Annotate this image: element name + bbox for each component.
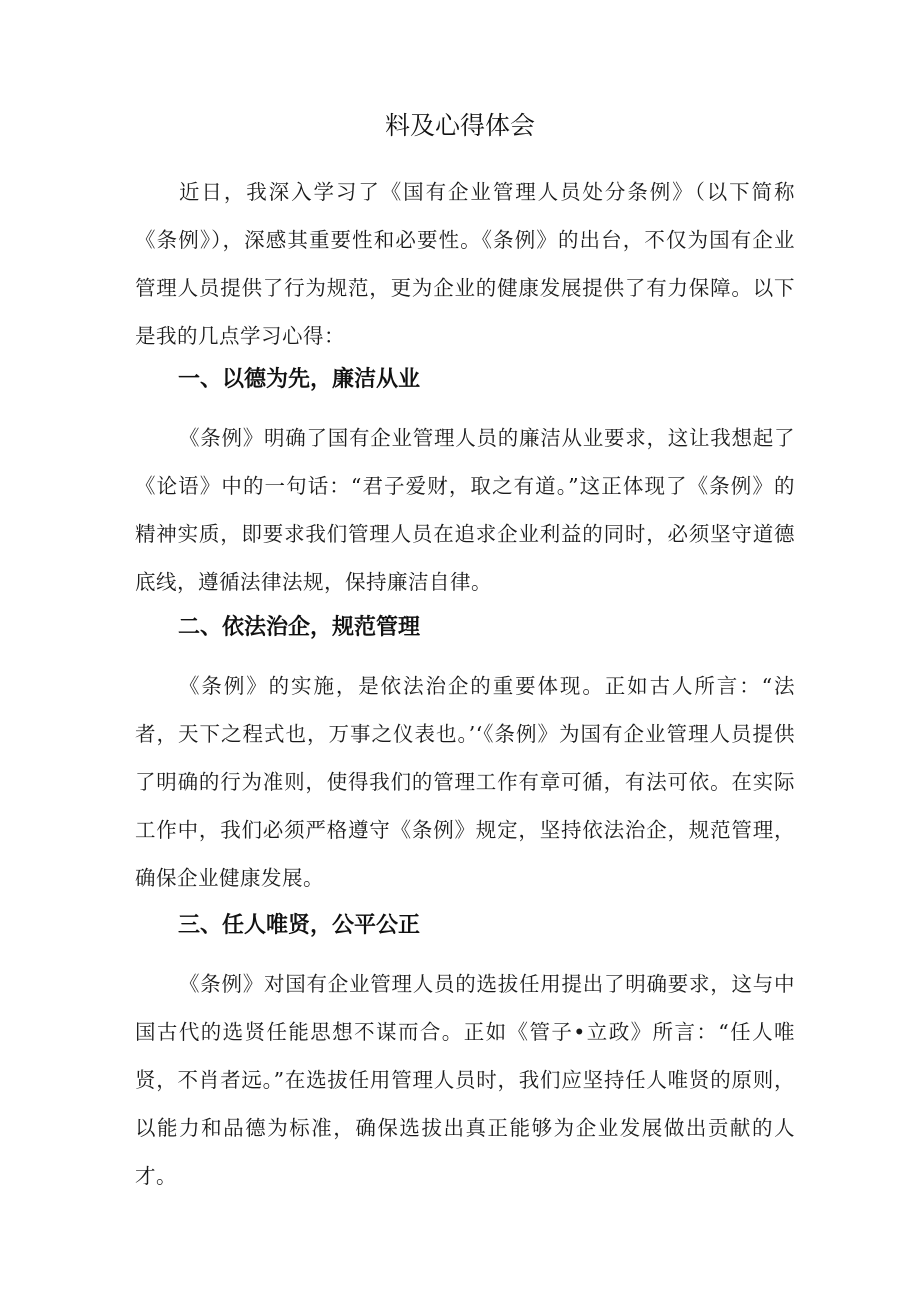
section-3-heading: 三、任人唯贤，公平公正	[178, 913, 421, 938]
section-3-body: 《条例》对国有企业管理人员的选拔任用提出了明确要求，这与中国古代的选贤任能思想不谋而合。正如《管子•立政》所言：“任人唯贤，不肖者远。”在选拔任用管理人员时，我们应坚持任人唯贤的原则，以能力和品德为标准，确保选拔出真正能够为企业发展做出贡献的人才。	[135, 972, 795, 1188]
section-2-heading: 二、依法治企，规范管理	[178, 615, 421, 640]
section-1-body: 《条例》明确了国有企业管理人员的廉洁从业要求，这让我想起了《论语》中的一句话：“君子爱财，取之有道。”这正体现了《条例》的精神实质，即要求我们管理人员在追求企业利益的同时，必须坚守道德底线，遵循法律法规，保持廉洁自律。	[135, 426, 795, 594]
section-2-body: 《条例》的实施，是依法治企的重要体现。正如古人所言：“法者，天下之程式也，万事之仪表也。’‘《条例》为国有企业管理人员提供了明确的行为准则，使得我们的管理工作有章可循，有法可依。在实际工作中，我们必须严格遵守《条例》规定，坚持依法治企，规范管理，确保企业健康发展。	[135, 674, 795, 890]
section-1-heading: 一、以德为先，廉洁从业	[178, 367, 421, 392]
intro-paragraph: 近日，我深入学习了《国有企业管理人员处分条例》（以下简称《条例》），深感其重要性和必要性。《条例》的出台，不仅为国有企业管理人员提供了行为规范，更为企业的健康发展提供了有力保障。以下是我的几点学习心得：	[135, 180, 795, 348]
document-title: 料及心得体会	[384, 111, 535, 140]
